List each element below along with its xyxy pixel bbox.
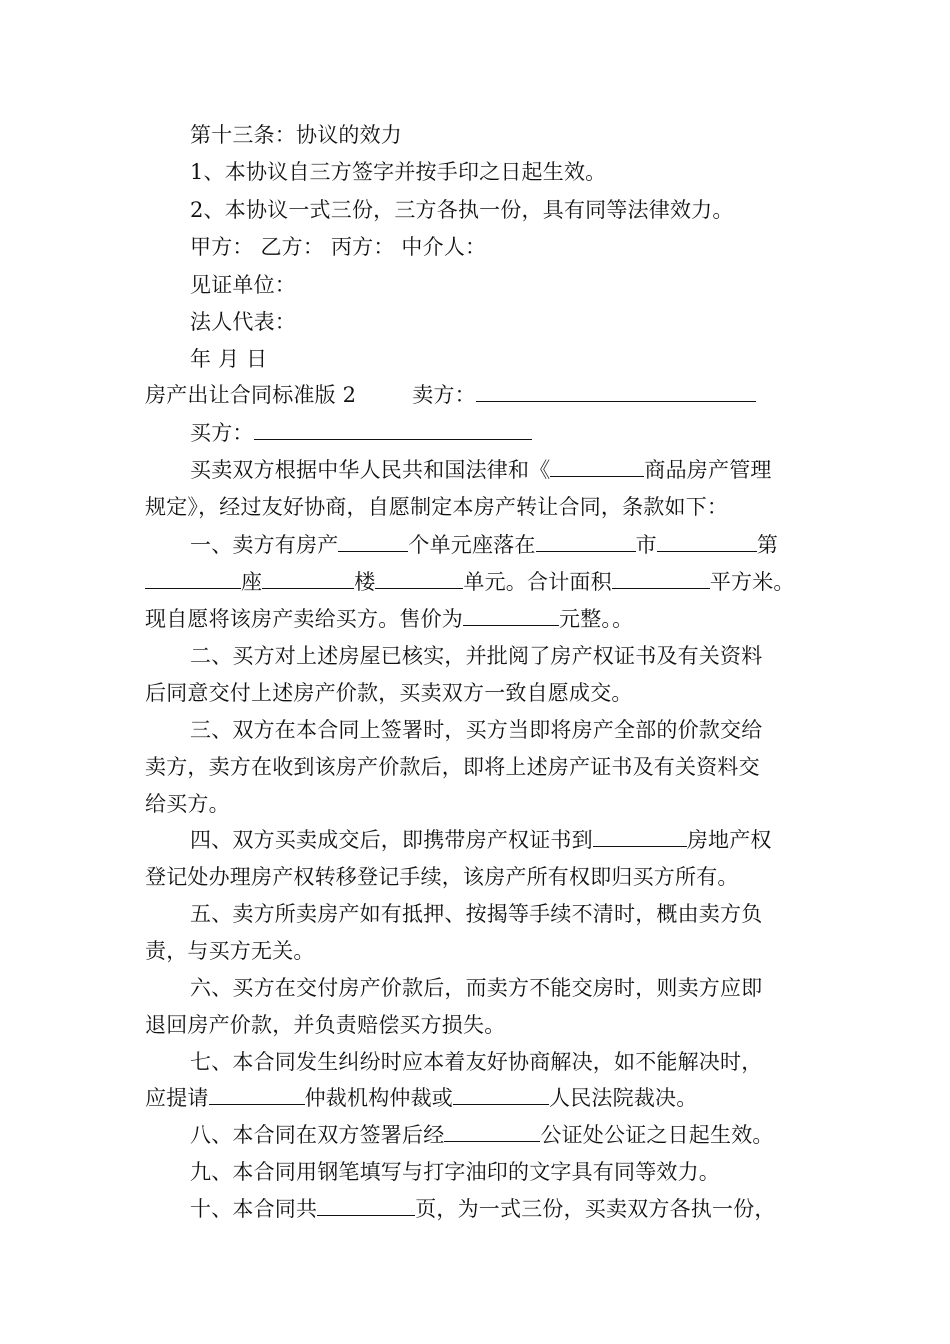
property-count-blank xyxy=(338,531,408,552)
text-span: 市 xyxy=(635,533,657,557)
title-row xyxy=(145,380,756,410)
unit-blank xyxy=(375,568,463,589)
clause-one-line-1 xyxy=(190,530,778,560)
text-span: 八、本合同在双方签署后经 xyxy=(190,1123,445,1147)
clause-six-line-1: 六、买方在交付房产价款后，而卖方不能交房时，则卖方应即 xyxy=(190,976,763,1000)
parties-line: 甲方： 乙方： 丙方： 中介人： xyxy=(190,235,487,259)
text-span: 买卖双方根据中华人民共和国法律和《 xyxy=(190,458,551,482)
clause-five-line-1: 五、卖方所卖房产如有抵押、按揭等手续不清时，概由卖方负 xyxy=(190,902,763,926)
text-span: 人民法院裁决。 xyxy=(549,1086,698,1110)
text-span: 公证处公证之日起生效。 xyxy=(540,1123,774,1147)
clause-three-line-1: 三、双方在本合同上签署时，买方当即将房产全部的价款交给 xyxy=(190,718,763,742)
clause-two-line-2: 后同意交付上述房产价款，买卖双方一致自愿成交。 xyxy=(145,681,633,705)
text-span: 商品房产管理 xyxy=(644,458,772,482)
seller-label: 卖方： xyxy=(412,383,476,407)
text-span: 一、卖方有房产 xyxy=(190,533,339,557)
clause-three-line-2: 卖方，卖方在收到该房产价款后，即将上述房产证书及有关资料交 xyxy=(145,755,760,779)
notary-blank xyxy=(444,1121,540,1142)
clause-six-line-2: 退回房产价款，并负责赔偿买方损失。 xyxy=(145,1013,506,1037)
buyer-label: 买方： xyxy=(190,421,254,445)
paragraph-intro-line-1 xyxy=(190,455,772,485)
text-span: 平方米。 xyxy=(709,570,795,594)
buyer-blank xyxy=(254,419,532,440)
clause-five-line-2: 责，与买方无关。 xyxy=(145,939,315,963)
clause-ten-line xyxy=(190,1194,776,1224)
area-blank xyxy=(612,568,710,589)
text-span: 四、双方买卖成交后，即携带房产权证书到 xyxy=(190,828,593,852)
text-span: 页，为一式三份，买卖双方各执一份， xyxy=(415,1197,776,1221)
clause-seven-line-2 xyxy=(145,1083,697,1113)
clause-nine-line: 九、本合同用钢笔填写与打字油印的文字具有同等效力。 xyxy=(190,1160,720,1184)
text-span: 现自愿将该房产卖给买方。售价为 xyxy=(145,607,463,631)
clause-four-line-1 xyxy=(190,825,772,855)
arbitration-blank xyxy=(209,1084,305,1105)
district-blank xyxy=(657,531,757,552)
date-line: 年 月 日 xyxy=(190,347,268,371)
text-span: 十、本合同共 xyxy=(190,1197,318,1221)
registry-blank xyxy=(593,826,687,847)
paragraph-intro-line-2: 规定》，经过友好协商，自愿制定本房产转让合同，条款如下： xyxy=(145,495,729,519)
text-span: 房地产权 xyxy=(686,828,772,852)
witness-unit-line: 见证单位： xyxy=(190,273,296,297)
seller-blank xyxy=(476,381,756,402)
legal-rep-line: 法人代表： xyxy=(190,310,296,334)
floor-blank xyxy=(262,568,354,589)
clause-two-line-1: 二、买方对上述房屋已核实，并批阅了房产权证书及有关资料 xyxy=(190,644,763,668)
text-span: 楼 xyxy=(354,570,376,594)
text-span: 个单元座落在 xyxy=(408,533,536,557)
clause-one-line-2 xyxy=(145,567,795,597)
building-blank xyxy=(145,568,241,589)
contract-title: 房产出让合同标准版 2 xyxy=(145,383,357,407)
clause-seven-line-1: 七、本合同发生纠纷时应本着友好协商解决，如不能解决时， xyxy=(190,1050,763,1074)
text-span: 仲裁机构仲裁或 xyxy=(304,1086,454,1110)
clause-three-line-3: 给买方。 xyxy=(145,792,230,816)
text-span: 元整。。 xyxy=(559,607,634,631)
clause-1: 1、本协议自三方签字并按手印之日起生效。 xyxy=(190,160,607,184)
clause-four-line-2: 登记处办理房产权转移登记手续，该房产所有权即归买方所有。 xyxy=(145,865,739,889)
text-span: 座 xyxy=(241,570,263,594)
price-blank xyxy=(463,605,559,626)
clause-eight-line xyxy=(190,1120,774,1150)
law-name-blank xyxy=(550,456,644,477)
article-13-heading: 第十三条：协议的效力 xyxy=(190,123,402,147)
court-blank xyxy=(453,1084,549,1105)
text-span: 应提请 xyxy=(145,1086,209,1110)
clause-one-line-3 xyxy=(145,604,633,634)
text-span: 单元。合计面积 xyxy=(463,570,612,594)
text-span: 第 xyxy=(756,533,779,557)
location-blank xyxy=(536,531,636,552)
page-count-blank xyxy=(317,1195,415,1216)
clause-2: 2、本协议一式三份，三方各执一份，具有同等法律效力。 xyxy=(190,198,734,222)
buyer-row xyxy=(190,418,532,448)
